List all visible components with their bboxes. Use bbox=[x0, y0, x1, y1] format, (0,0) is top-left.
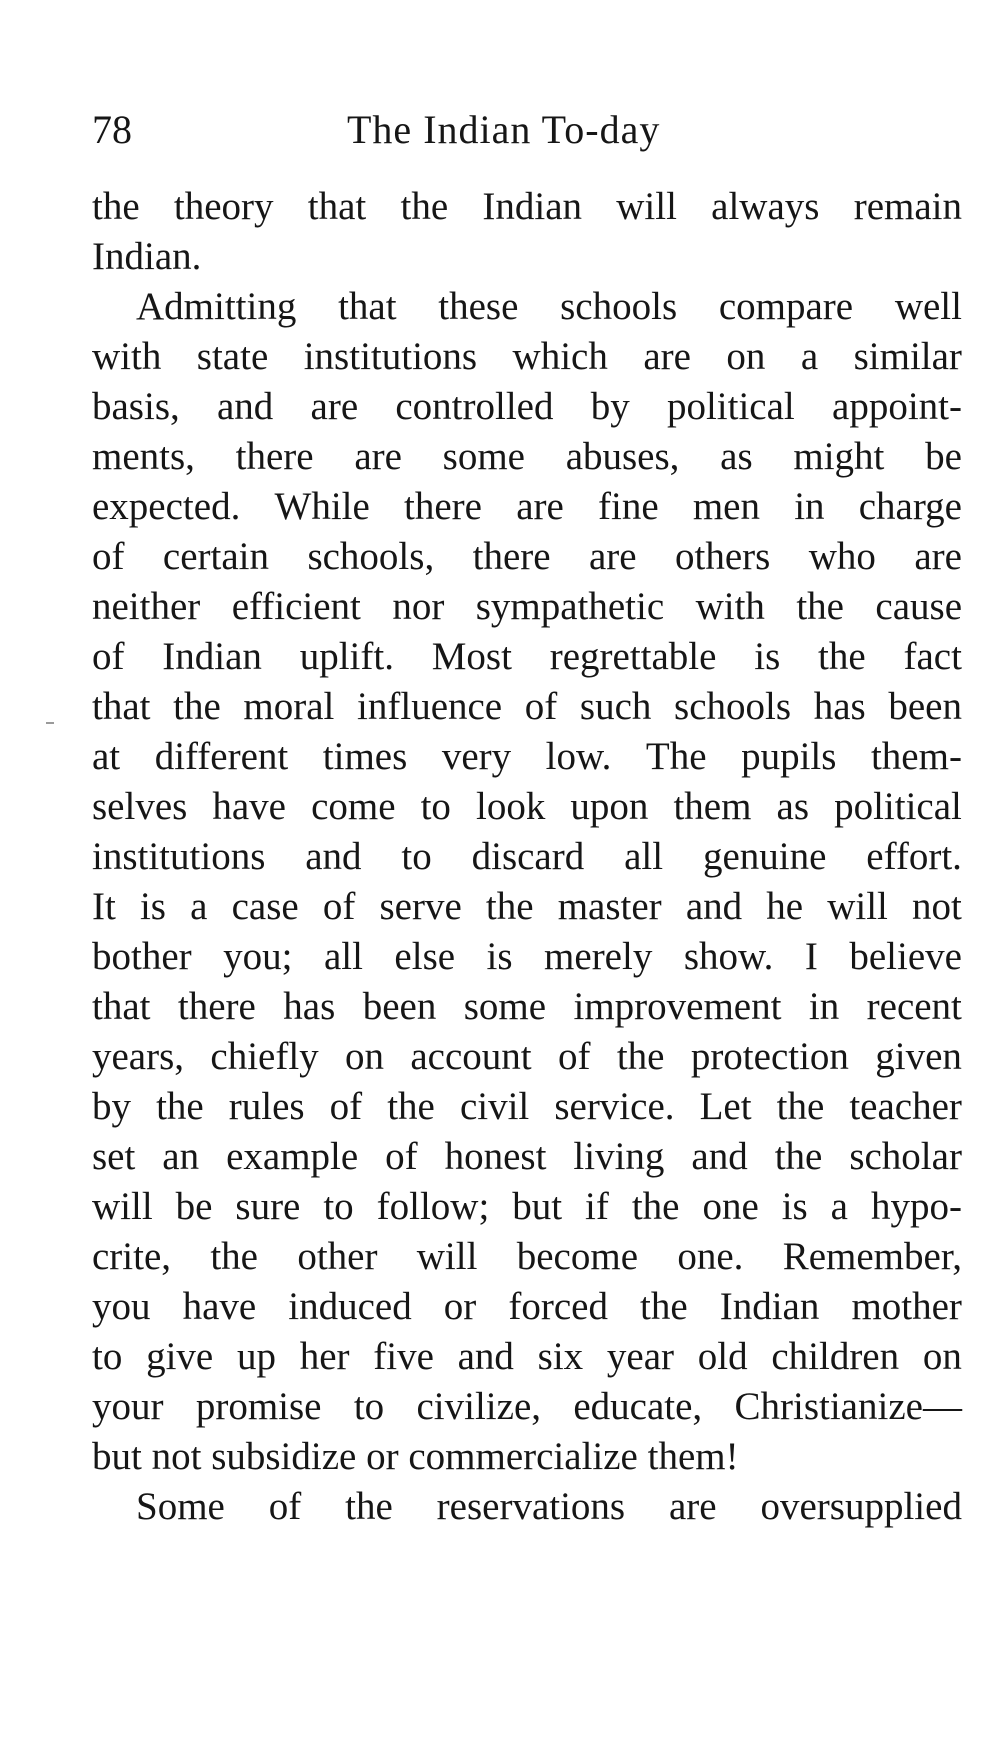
word: civil bbox=[459, 1085, 530, 1128]
word: has bbox=[813, 685, 866, 728]
word: state bbox=[196, 335, 269, 378]
word: sympathetic bbox=[475, 585, 665, 628]
word: the bbox=[774, 1135, 823, 1178]
word: up bbox=[236, 1335, 276, 1378]
word: Remember, bbox=[782, 1235, 962, 1278]
word: neither bbox=[92, 585, 201, 628]
running-head bbox=[92, 100, 912, 160]
word: will bbox=[616, 185, 677, 228]
word: of bbox=[92, 535, 125, 578]
word: all bbox=[624, 835, 664, 878]
word: protection bbox=[690, 1035, 849, 1078]
text-line bbox=[92, 282, 962, 332]
word: to bbox=[323, 1185, 354, 1228]
word: While bbox=[274, 485, 370, 528]
word: but bbox=[92, 1435, 142, 1478]
word: living bbox=[573, 1135, 665, 1178]
word: are bbox=[669, 1485, 717, 1528]
word: the bbox=[631, 1185, 680, 1228]
word: on bbox=[345, 1035, 385, 1078]
word: are bbox=[588, 535, 637, 578]
word: It bbox=[92, 885, 116, 928]
word: upon bbox=[570, 785, 649, 828]
word: there bbox=[235, 435, 314, 478]
text-line bbox=[92, 632, 962, 682]
word: abuses, bbox=[565, 435, 680, 478]
word: of bbox=[322, 885, 356, 928]
word: will bbox=[416, 1235, 478, 1278]
word: fine bbox=[598, 485, 659, 528]
word: or bbox=[366, 1435, 399, 1478]
word: you; bbox=[223, 935, 293, 978]
word: five bbox=[373, 1335, 434, 1378]
word: of bbox=[92, 635, 125, 678]
word: political bbox=[666, 385, 795, 428]
word: such bbox=[579, 685, 652, 728]
word: low. bbox=[545, 735, 612, 778]
word: subsidize bbox=[211, 1435, 357, 1478]
word: merely bbox=[544, 935, 653, 978]
text-line bbox=[92, 1482, 962, 1532]
text-line bbox=[92, 182, 962, 232]
word: serve bbox=[379, 885, 462, 928]
word: commercialize bbox=[408, 1435, 638, 1478]
word: schools, bbox=[307, 535, 435, 578]
word: compare bbox=[718, 285, 854, 328]
text-line bbox=[92, 382, 962, 432]
text-line bbox=[92, 1382, 962, 1432]
word: show. bbox=[683, 935, 774, 978]
word: and bbox=[691, 1135, 748, 1178]
word: and bbox=[305, 835, 362, 878]
text-line bbox=[92, 482, 962, 532]
word: civilize, bbox=[416, 1385, 542, 1428]
word: the bbox=[92, 185, 140, 228]
margin-mark bbox=[46, 722, 54, 724]
word: them bbox=[673, 785, 752, 828]
word: as bbox=[720, 435, 753, 478]
word: one bbox=[702, 1185, 759, 1228]
word: in bbox=[808, 985, 840, 1028]
word: is bbox=[781, 1185, 808, 1228]
word: I bbox=[804, 935, 818, 978]
word: of bbox=[557, 1035, 591, 1078]
word: induced bbox=[288, 1285, 412, 1328]
word: recent bbox=[866, 985, 962, 1028]
body-text bbox=[92, 182, 962, 1532]
word: that bbox=[338, 285, 397, 328]
word: remain bbox=[853, 185, 962, 228]
word: some bbox=[442, 435, 525, 478]
word: always bbox=[711, 185, 820, 228]
word: a bbox=[830, 1185, 848, 1228]
word: which bbox=[512, 335, 608, 378]
word: rules bbox=[228, 1085, 305, 1128]
word: fact bbox=[903, 635, 962, 678]
word: educate, bbox=[573, 1385, 703, 1428]
word: the bbox=[640, 1285, 688, 1328]
page-number: 78 bbox=[92, 107, 132, 152]
word: and bbox=[685, 885, 743, 928]
word: with bbox=[92, 335, 162, 378]
word: he bbox=[766, 885, 804, 928]
word: some bbox=[463, 985, 547, 1028]
word: all bbox=[323, 935, 363, 978]
text-line bbox=[92, 982, 962, 1032]
word: will bbox=[827, 885, 888, 928]
word: are bbox=[914, 535, 962, 578]
word: the bbox=[776, 1085, 825, 1128]
word: the bbox=[400, 185, 449, 228]
text-line bbox=[92, 732, 962, 782]
text-line bbox=[92, 932, 962, 982]
word: Let bbox=[699, 1085, 752, 1128]
text-line bbox=[92, 882, 962, 932]
word: the bbox=[387, 1085, 435, 1128]
word: with bbox=[695, 585, 765, 628]
word: schools bbox=[560, 285, 678, 328]
word: is bbox=[486, 935, 513, 978]
word: institutions bbox=[92, 835, 266, 878]
word: an bbox=[162, 1135, 200, 1178]
word: given bbox=[875, 1035, 962, 1078]
word: the bbox=[796, 585, 844, 628]
word: believe bbox=[849, 935, 962, 978]
word: nor bbox=[392, 585, 445, 628]
word: oversupplied bbox=[760, 1485, 962, 1528]
paragraph bbox=[92, 1482, 962, 1532]
word: genuine bbox=[702, 835, 827, 878]
word: and bbox=[216, 385, 274, 428]
word: the bbox=[173, 685, 221, 728]
word: of bbox=[329, 1085, 363, 1128]
word: improvement bbox=[573, 985, 782, 1028]
word: if bbox=[585, 1185, 609, 1228]
text-line bbox=[92, 832, 962, 882]
word: your bbox=[92, 1385, 164, 1428]
word: chiefly bbox=[210, 1035, 319, 1078]
word: regrettable bbox=[549, 635, 717, 678]
word: them! bbox=[647, 1435, 739, 1478]
word: appoint- bbox=[832, 385, 962, 428]
text-line bbox=[92, 432, 962, 482]
word: mother bbox=[851, 1285, 962, 1328]
word: been bbox=[362, 985, 437, 1028]
word: is bbox=[754, 635, 781, 678]
paragraph bbox=[92, 182, 962, 282]
word: effort. bbox=[866, 835, 962, 878]
word: controlled bbox=[395, 385, 554, 428]
word: honest bbox=[444, 1135, 547, 1178]
word: crite, bbox=[92, 1235, 172, 1278]
word: that bbox=[92, 685, 151, 728]
word: sure bbox=[235, 1185, 301, 1228]
text-line bbox=[92, 1032, 962, 1082]
word: the bbox=[485, 885, 534, 928]
text-line bbox=[92, 1282, 962, 1332]
word: account bbox=[410, 1035, 532, 1078]
word: political bbox=[834, 785, 962, 828]
word: discard bbox=[471, 835, 585, 878]
word: them- bbox=[870, 735, 962, 778]
word: case bbox=[231, 885, 299, 928]
word: service. bbox=[554, 1085, 675, 1128]
word: different bbox=[154, 735, 289, 778]
text-line bbox=[92, 1232, 962, 1282]
word: else bbox=[394, 935, 456, 978]
word: institutions bbox=[303, 335, 478, 378]
word: six bbox=[537, 1335, 584, 1378]
text-line bbox=[92, 682, 962, 732]
word: her bbox=[299, 1335, 350, 1378]
word: might bbox=[793, 435, 885, 478]
word: there bbox=[177, 985, 256, 1028]
word: hypo- bbox=[870, 1185, 962, 1228]
word: Indian bbox=[719, 1285, 820, 1328]
text-line bbox=[92, 582, 962, 632]
word: pupils bbox=[741, 735, 837, 778]
word: a bbox=[800, 335, 819, 378]
word: or bbox=[443, 1285, 477, 1328]
word: and bbox=[457, 1335, 514, 1378]
word: the bbox=[345, 1485, 393, 1528]
word: Indian bbox=[162, 635, 262, 678]
word: have bbox=[212, 785, 286, 828]
word: to bbox=[92, 1335, 123, 1378]
word: a bbox=[190, 885, 208, 928]
word: forced bbox=[508, 1285, 608, 1328]
word: old bbox=[697, 1335, 748, 1378]
word: schools bbox=[674, 685, 792, 728]
word: basis, bbox=[92, 385, 180, 428]
word: Some bbox=[136, 1485, 225, 1528]
word: well bbox=[894, 285, 962, 328]
word: by bbox=[590, 385, 630, 428]
word: follow; bbox=[376, 1185, 490, 1228]
word: that bbox=[92, 985, 151, 1028]
word: the bbox=[156, 1085, 204, 1128]
word: are bbox=[516, 485, 564, 528]
word: look bbox=[476, 785, 546, 828]
running-title: The Indian To-day bbox=[347, 107, 661, 152]
word: teacher bbox=[849, 1085, 962, 1128]
word: will bbox=[92, 1185, 153, 1228]
word: are bbox=[354, 435, 402, 478]
word: moral bbox=[243, 685, 335, 728]
text-line bbox=[92, 1332, 962, 1382]
word: reservations bbox=[436, 1485, 626, 1528]
word: these bbox=[438, 285, 519, 328]
word: certain bbox=[162, 535, 270, 578]
word: very bbox=[441, 735, 512, 778]
word: times bbox=[322, 735, 408, 778]
word: are bbox=[310, 385, 359, 428]
word: influence bbox=[357, 685, 503, 728]
word: cause bbox=[875, 585, 962, 628]
word: there bbox=[472, 535, 551, 578]
word: others bbox=[675, 535, 771, 578]
word: efficient bbox=[231, 585, 361, 628]
word: Admitting bbox=[136, 285, 297, 328]
word: is bbox=[139, 885, 166, 928]
word: been bbox=[888, 685, 962, 728]
word: not bbox=[151, 1435, 202, 1478]
word: ments, bbox=[92, 435, 195, 478]
word: the bbox=[210, 1235, 258, 1278]
text-line bbox=[92, 782, 962, 832]
word: who bbox=[808, 535, 876, 578]
word: to bbox=[353, 1385, 385, 1428]
text-line bbox=[92, 532, 962, 582]
word: of bbox=[524, 685, 558, 728]
word: of bbox=[268, 1485, 302, 1528]
word: Indian. bbox=[92, 235, 202, 278]
word: to bbox=[401, 835, 432, 878]
word: scholar bbox=[849, 1135, 962, 1178]
word: on bbox=[922, 1335, 962, 1378]
word: on bbox=[726, 335, 766, 378]
word: be bbox=[925, 435, 962, 478]
word: not bbox=[912, 885, 962, 928]
word: men bbox=[692, 485, 760, 528]
paragraph bbox=[92, 282, 962, 1482]
word: one. bbox=[677, 1235, 744, 1278]
word: the bbox=[818, 635, 866, 678]
word: to bbox=[420, 785, 451, 828]
word: uplift. bbox=[299, 635, 394, 678]
word: other bbox=[297, 1235, 378, 1278]
word: example bbox=[226, 1135, 359, 1178]
text-line bbox=[92, 232, 962, 282]
word: charge bbox=[858, 485, 962, 528]
word: come bbox=[311, 785, 396, 828]
text-line bbox=[92, 1182, 962, 1232]
word: master bbox=[557, 885, 662, 928]
word: at bbox=[92, 735, 121, 778]
word: years, bbox=[92, 1035, 185, 1078]
word: children bbox=[771, 1335, 900, 1378]
word: of bbox=[385, 1135, 418, 1178]
word: set bbox=[92, 1135, 136, 1178]
word: are bbox=[643, 335, 691, 378]
word: there bbox=[404, 485, 482, 528]
word: in bbox=[794, 485, 825, 528]
text-line bbox=[92, 1132, 962, 1182]
word: Indian bbox=[482, 185, 583, 228]
word: bother bbox=[92, 935, 192, 978]
word: Christianize— bbox=[734, 1385, 962, 1428]
word: similar bbox=[853, 335, 962, 378]
word: become bbox=[516, 1235, 639, 1278]
word: by bbox=[92, 1085, 131, 1128]
word: The bbox=[645, 735, 707, 778]
text-line bbox=[92, 332, 962, 382]
word: Most bbox=[431, 635, 512, 678]
word: theory bbox=[173, 185, 274, 228]
word: give bbox=[146, 1335, 214, 1378]
text-line bbox=[92, 1432, 962, 1482]
word: has bbox=[283, 985, 336, 1028]
word: have bbox=[182, 1285, 257, 1328]
word: the bbox=[616, 1035, 665, 1078]
word: as bbox=[776, 785, 810, 828]
word: be bbox=[175, 1185, 213, 1228]
word: year bbox=[606, 1335, 675, 1378]
word: selves bbox=[92, 785, 188, 828]
text-line bbox=[92, 1082, 962, 1132]
word: that bbox=[307, 185, 367, 228]
word: promise bbox=[195, 1385, 322, 1428]
word: but bbox=[512, 1185, 563, 1228]
word: you bbox=[92, 1285, 151, 1328]
word: expected. bbox=[92, 485, 241, 528]
